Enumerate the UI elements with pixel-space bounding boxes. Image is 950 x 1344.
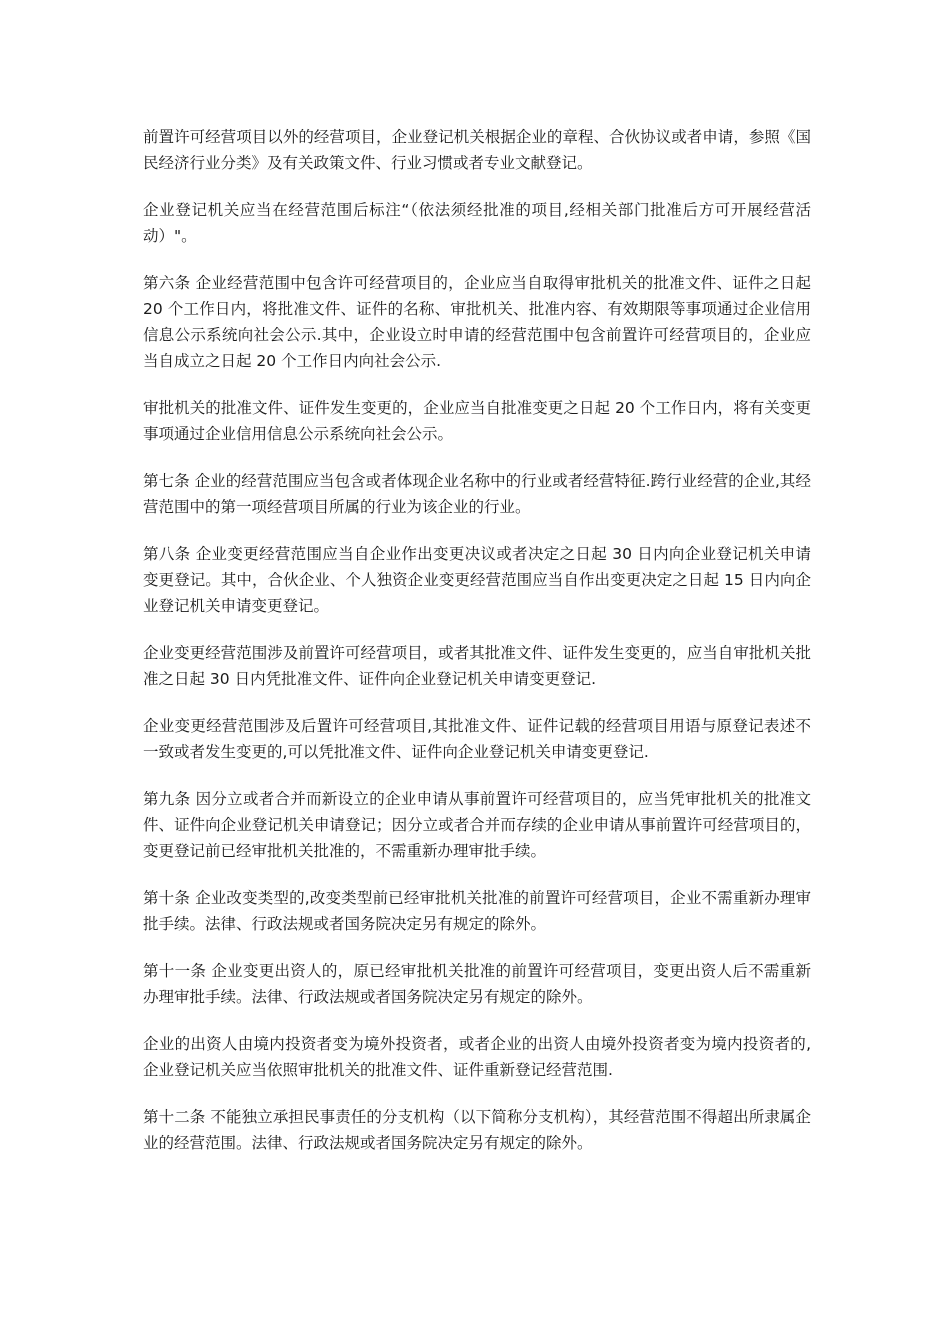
- document-page: [143, 124, 811, 1177]
- paragraph-approval-change: 审批机关的批准文件、证件发生变更的，企业应当自批准变更之日起 20 个工作日内，将有关变更事项通过企业信用信息公示系统向社会公示。: [143, 399, 811, 443]
- paragraph-scope-registration: 前置许可经营项目以外的经营项目，企业登记机关根据企业的章程、合伙协议或者申请，参照《国民经济行业分类》及有关政策文件、行业习惯或者专业文献登记。: [143, 128, 811, 172]
- paragraph-article-11: 第十一条 企业变更出资人的，原已经审批机关批准的前置许可经营项目，变更出资人后不需重新办理审批手续。法律、行政法规或者国务院决定另有规定的除外。: [143, 962, 811, 1006]
- paragraph-article-6: 第六条 企业经营范围中包含许可经营项目的，企业应当自取得审批机关的批准文件、证件之日起 20 个工作日内，将批准文件、证件的名称、审批机关、批准内容、有效期限等事项通过企业信用信息公示系统向社会公示.其中，企业设立时申请的经营范围中包含前置许可经营项目的，企业应当自成立之日起 20 个工作日内向社会公示.: [143, 274, 811, 370]
- paragraph-post-license-change: 企业变更经营范围涉及后置许可经营项目,其批准文件、证件记载的经营项目用语与原登记表述不一致或者发生变更的,可以凭批准文件、证件向企业登记机关申请变更登记.: [143, 717, 811, 761]
- paragraph-investor-change: 企业的出资人由境内投资者变为境外投资者，或者企业的出资人由境外投资者变为境内投资者的,企业登记机关应当依照审批机关的批准文件、证件重新登记经营范围.: [143, 1035, 811, 1079]
- paragraph-scope-annotation: 企业登记机关应当在经营范围后标注“（依法须经批准的项目,经相关部门批准后方可开展经营活动）"。: [143, 201, 811, 245]
- paragraph-pre-license-change: 企业变更经营范围涉及前置许可经营项目，或者其批准文件、证件发生变更的，应当自审批机关批准之日起 30 日内凭批准文件、证件向企业登记机关申请变更登记.: [143, 644, 811, 688]
- paragraph-article-12: 第十二条 不能独立承担民事责任的分支机构（以下简称分支机构），其经营范围不得超出所隶属企业的经营范围。法律、行政法规或者国务院决定另有规定的除外。: [143, 1108, 811, 1152]
- paragraph-article-10: 第十条 企业改变类型的,改变类型前已经审批机关批准的前置许可经营项目，企业不需重新办理审批手续。法律、行政法规或者国务院决定另有规定的除外。: [143, 889, 811, 933]
- paragraph-article-7: 第七条 企业的经营范围应当包含或者体现企业名称中的行业或者经营特征.跨行业经营的企业,其经营范围中的第一项经营项目所属的行业为该企业的行业。: [143, 472, 811, 516]
- paragraph-article-8: 第八条 企业变更经营范围应当自企业作出变更决议或者决定之日起 30 日内向企业登记机关申请变更登记。其中，合伙企业、个人独资企业变更经营范围应当自作出变更决定之日起 15 日内向企业登记机关申请变更登记。: [143, 545, 811, 615]
- paragraph-article-9: 第九条 因分立或者合并而新设立的企业申请从事前置许可经营项目的，应当凭审批机关的批准文件、证件向企业登记机关申请登记；因分立或者合并而存续的企业申请从事前置许可经营项目的，变更登记前已经审批机关批准的，不需重新办理审批手续。: [143, 790, 811, 860]
